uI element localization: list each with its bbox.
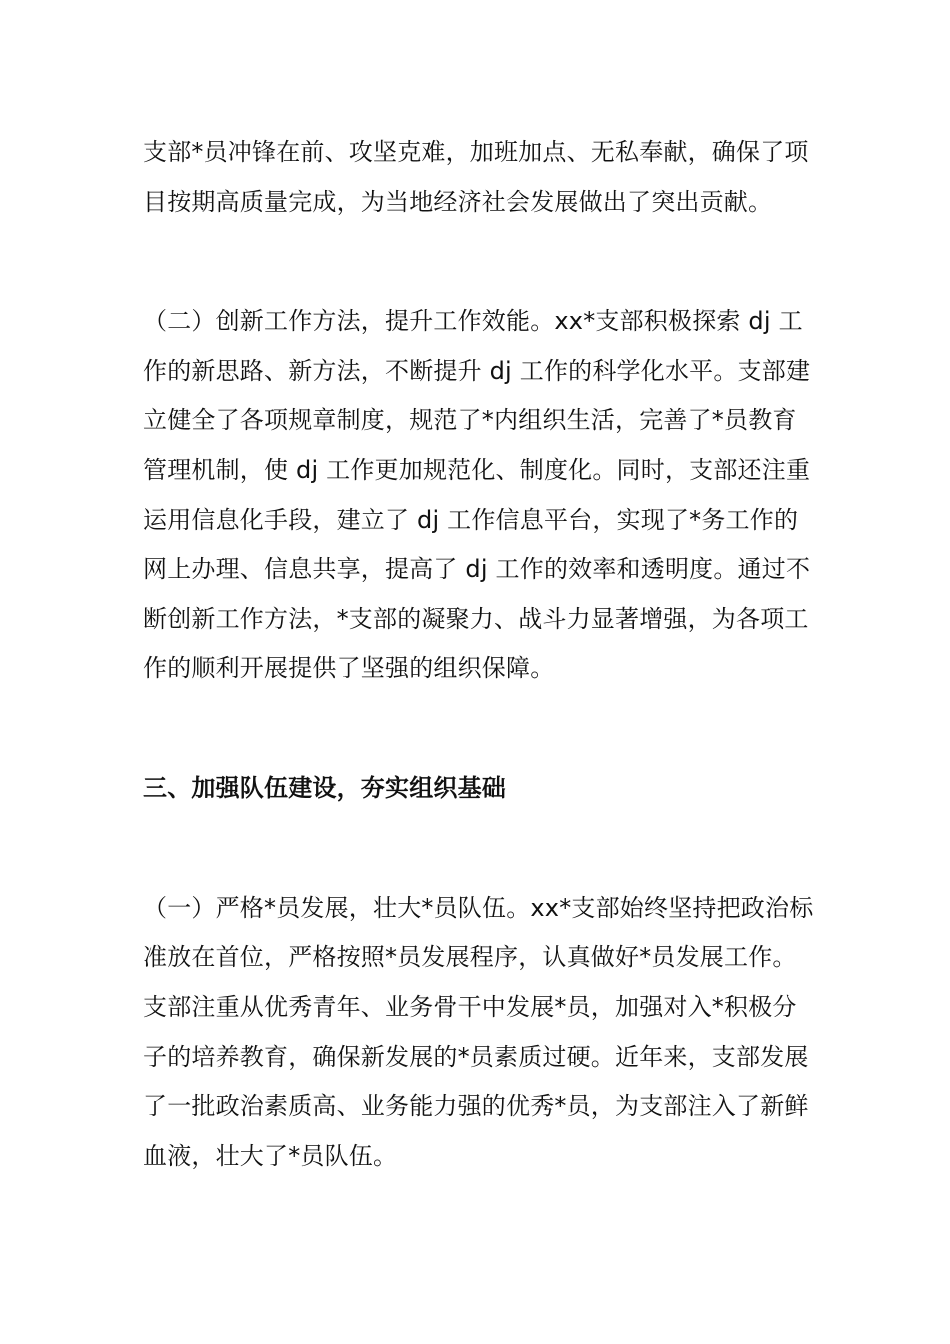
paragraph-2-line: （二）创新工作方法，提升工作效能。xx*支部积极探索 dj 工 (143, 307, 803, 335)
section-heading: 三、加强队伍建设，夯实组织基础 (143, 774, 506, 802)
paragraph-2-line: 作的顺利开展提供了坚强的组织保障。 (143, 654, 555, 682)
paragraph-3-line: 了一批政治素质高、业务能力强的优秀*员，为支部注入了新鲜 (143, 1092, 809, 1120)
paragraph-3-line: 血液，壮大了*员队伍。 (143, 1142, 398, 1170)
paragraph-1-line: 支部*员冲锋在前、攻坚克难，加班加点、无私奉献，确保了项 (143, 138, 809, 166)
paragraph-3-line: 支部注重从优秀青年、业务骨干中发展*员，加强对入*积极分 (143, 993, 797, 1021)
paragraph-2-line: 立健全了各项规章制度，规范了*内组织生活，完善了*员教育 (143, 406, 797, 434)
paragraph-2-line: 断创新工作方法，*支部的凝聚力、战斗力显著增强，为各项工 (143, 605, 809, 633)
paragraph-1-line: 目按期高质量完成，为当地经济社会发展做出了突出贡献。 (143, 188, 773, 216)
paragraph-3-line: 准放在首位，严格按照*员发展程序，认真做好*员发展工作。 (143, 943, 797, 971)
paragraph-2-line: 运用信息化手段，建立了 dj 工作信息平台，实现了*务工作的 (143, 506, 799, 534)
paragraph-2-line: 管理机制，使 dj 工作更加规范化、制度化。同时，支部还注重 (143, 456, 811, 484)
paragraph-2-line: 网上办理、信息共享，提高了 dj 工作的效率和透明度。通过不 (143, 555, 811, 583)
paragraph-3-line: （一）严格*员发展，壮大*员队伍。xx*支部始终坚持把政治标 (143, 894, 814, 922)
paragraph-2-line: 作的新思路、新方法，不断提升 dj 工作的科学化水平。支部建 (143, 357, 811, 385)
paragraph-3-line: 子的培养教育，确保新发展的*员素质过硬。近年来，支部发展 (143, 1043, 809, 1071)
